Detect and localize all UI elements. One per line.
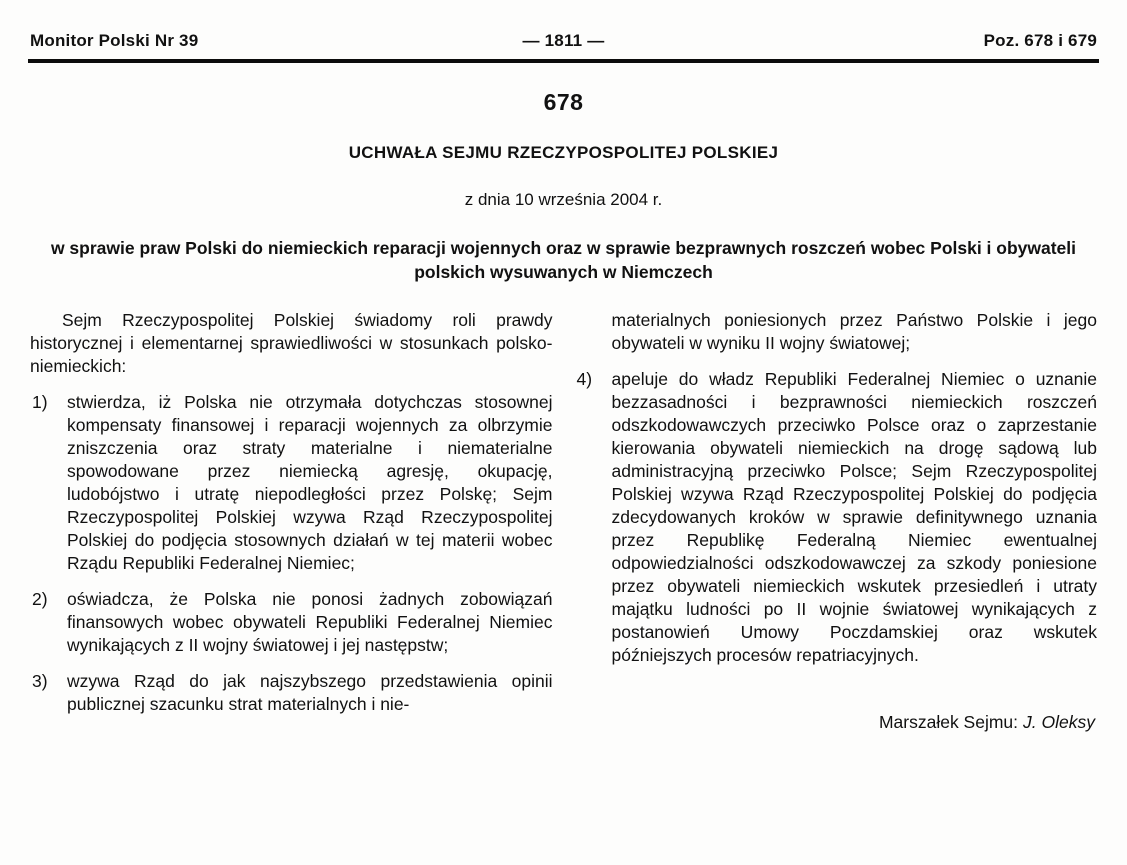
list-item-2 <box>30 588 553 657</box>
item-4-text: apeluje do władz Republiki Federalnej Niemiec o uznanie bezzasadności i bezprawności niemieckich roszczeń odszkodowawczych przeciwko Polsce oraz o zaprzestanie kierowania obywateli niemieckich na drogę sądową lub administracyjną przeciwko Polsce; Sejm Rzeczypospolitej Polskiej wzywa Rząd Rzeczypospolitej Polskiej do podjęcia zdecydowanych kroków w sprawie definitywnego uznania przez Republikę Federalną Niemiec ewentualnej odpowiedzialności odszkodowawczej za szkody poniesione przez obywateli niemieckich wskutek przesiedleń i utraty majątku ludności po II wojnie światowej wynikających z postanowień Umowy Poczdamskiej oraz wskutek późniejszych procesów repatriacyjnych. <box>611 369 1097 665</box>
item-3-text: wzywa Rząd do jak najszybszego przedstawienia opinii publicznej szacunku strat materialnych i nie- <box>67 671 553 714</box>
header-position-numbers: Poz. 678 i 679 <box>983 31 1098 50</box>
act-title: UCHWAŁA SEJMU RZECZYPOSPOLITEJ POLSKIEJ <box>348 143 779 162</box>
signature-name: J. Oleksy <box>1023 712 1095 732</box>
item-1-text: stwierdza, iż Polska nie otrzymała dotychczas stosownej kompensaty finansowej i reparacji wojennych za olbrzymie zniszczenia oraz straty materialne i niematerialne spowodowane przez niemiecką agresję, okupację, ludobójstwo i utratę niepodległości przez Polskę; Sejm Rzeczypospolitej Polskiej wzywa Rząd Rzeczypospolitej Polskiej do podjęcia stosownych działań w tej materii wobec Rządu Republiki Federalnej Niemiec; <box>67 392 553 573</box>
act-body <box>0 284 1127 734</box>
item-2-text: oświadcza, że Polska nie ponosi żadnych zobowiązań finansowych wobec obywateli Republiki Federalnej Niemiec wynikających z II wojny światowej i jej następstw; <box>67 589 553 655</box>
act-number: 678 <box>543 89 584 115</box>
header-page-number: — 1811 — <box>522 31 605 50</box>
act-subject: w sprawie praw Polski do niemieckich reparacji wojennych oraz w sprawie bezprawnych roszczeń wobec Polski i obywateli polskich wysuwanych w Niemczech <box>50 238 1077 282</box>
header-publication-title: Monitor Polski Nr 39 <box>30 31 199 50</box>
item-3-continuation: materialnych poniesionych przez Państwo Polskie i jego obywateli w wyniku II wojny światowej; <box>611 310 1097 353</box>
page-header <box>0 0 1127 51</box>
signature-role: Marszałek Sejmu: <box>878 712 1019 732</box>
intro-paragraph: Sejm Rzeczypospolitej Polskiej świadomy roli prawdy historycznej i elementarnej sprawiedliwości w stosunkach polsko-niemieckich: <box>30 310 553 376</box>
item-1-number: 1) <box>32 392 48 412</box>
right-column <box>575 309 1098 734</box>
act-date-line: z dnia 10 września 2004 r. <box>464 190 663 209</box>
signature-line <box>575 711 1098 734</box>
item-3-number: 3) <box>32 671 48 691</box>
item-2-number: 2) <box>32 589 48 609</box>
list-item-1 <box>30 391 553 575</box>
list-item-4 <box>575 368 1098 667</box>
list-item-3 <box>30 670 553 716</box>
item-4-number: 4) <box>576 369 593 389</box>
left-column <box>30 309 553 734</box>
header-rule <box>28 59 1099 63</box>
